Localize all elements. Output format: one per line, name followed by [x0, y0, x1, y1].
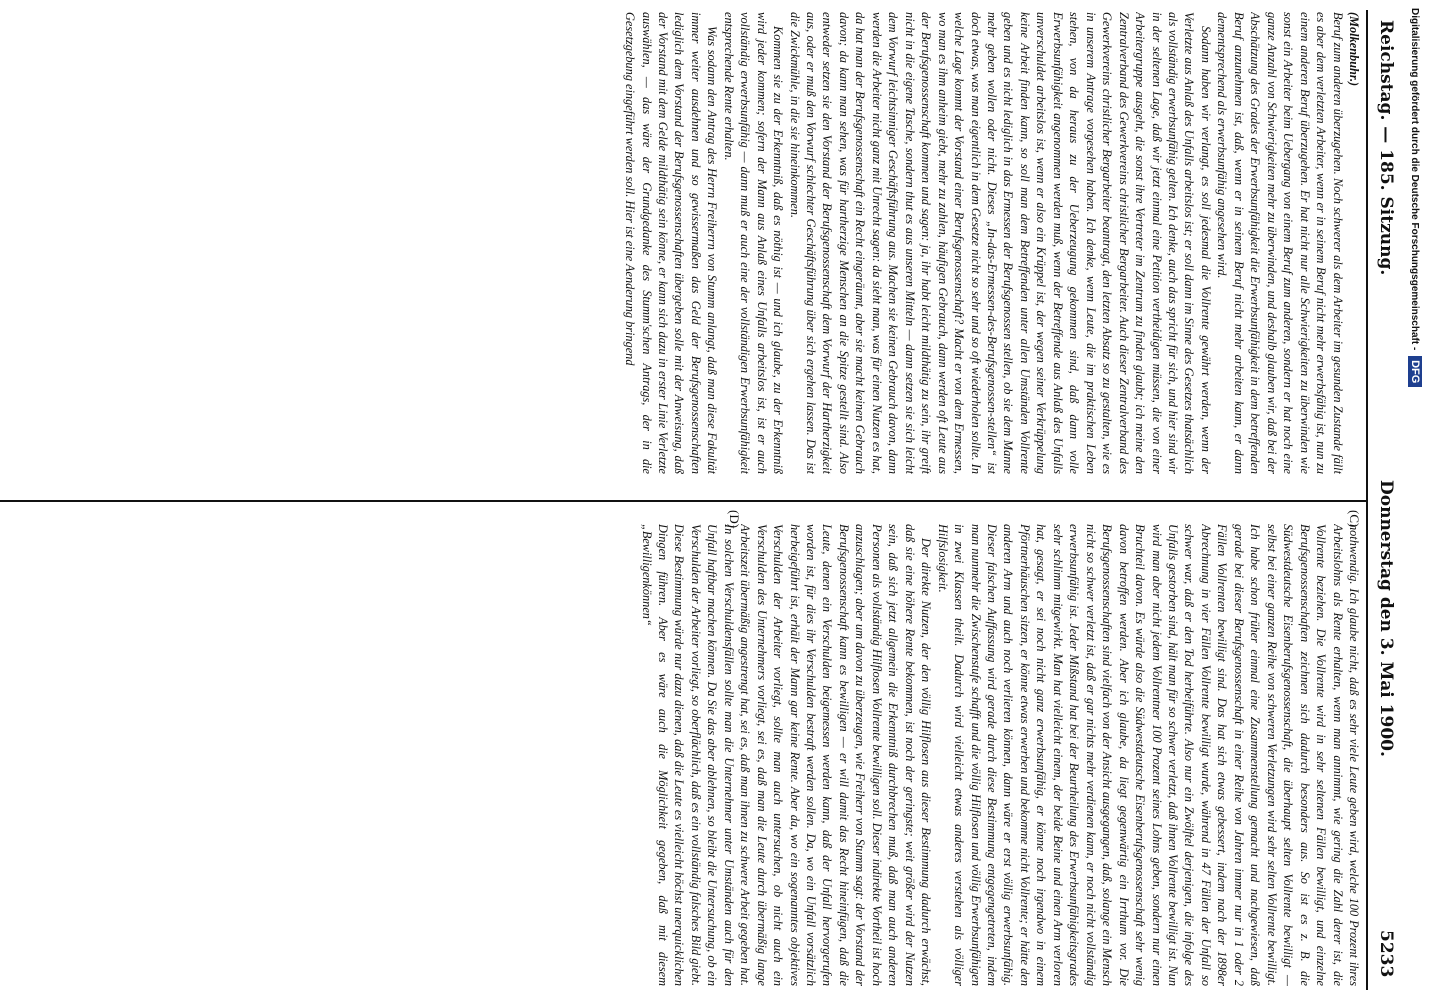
dfg-logo: DFG [1408, 356, 1422, 387]
header-center: Donnerstag den 3. Mai 1900. [1376, 480, 1396, 757]
header-left: Reichstag. — 185. Sitzung. [1376, 20, 1396, 276]
page-number: 5233 [1376, 930, 1396, 978]
right-paragraph: Der direkte Nutzen, der den völlig Hilflosen aus dieser Bestimmung dadurch erwächst, daß sie eine höhere Rente bekommen, ist noch der geringste; weit größer wird der Nutzen sein, daß sich jetzt allgemein die Erkenntniß durchbrechen muß, daß man auch anderen Personen als vollständig Hilflosen Vollrente bewilligen soll. Dieser indirekte Vortheil ist hoch anzuschlagen; aber um davon zu überzeugen, wie Freiherr von Stumm sagt: der Vorstand der Berufsgenossenschaft kann es bewilligen — er will damit das Recht hineinfügen, daß die Leute, denen ein Verschulden beigemessen werden kann, daß der Unfall hervorgerufen worden ist, für dies ihr Verschulden bestraft werden sollen. Da, wo ein Unfall vorsätzlich herbeigeführt ist, erhält der Mann gar keine Rente. Aber da, wo ein sogenanntes objektives Verschulden der Arbeiter vorliegt, sollte man auch untersuchen, ob nicht auch ein Verschulden des Unternehmers vorliegt, sei es, daß man die Leute durch übermäßig lange Arbeitszeit übermäßig angestrengt hat, sei es, daß man ihnen zu schwere Arbeit gegeben hat. In solchen Verschuldensfällen sollte man die Unternehmer unter Umständen auch für den Unfall haftbar machen können. Da Sie das aber ablehnen, so bleibt die Untersuchung, ob ein Verschulden der Arbeiter vorliegt, so oberflächlich, daß es ein vollständig falsches Bild giebt. Diese Bestimmung würde nur dazu dienen, daß die Leute es vielleicht höchst unerquicklichen Dingen führen. Aber es wäre auch die Möglichkeit gegeben, daß mit diesem „Bewilligenkönnen“ [639, 524, 934, 986]
left-paragraph: Beruf zum anderen überzugehen. Noch schwerer als dem Arbeiter im gesunden Zustande fällt es aber dem verletzten Arbeiter, wenn er in seinem Beruf nicht mehr erwerbsfähig ist, nun zu einem anderen Beruf überzugehen. Er hat nicht nur alle Schwierigkeiten zu überwinden wie sonst ein Arbeiter beim Uebergang von einem Beruf zum anderen, sondern er hat noch eine ganze Anzahl von Schwierigkeiten mehr zu überwinden, und deshalb glauben wir, daß bei der Abschätzung des Grades der Erwerbsunfähigkeit die Erwerbsunfähigkeit in dem betreffenden Beruf anzunehmen ist, daß, wenn er in seinem Beruf nicht mehr arbeiten kann, er dann dementsprechend als erwerbsunfähig angesehen wird. [1215, 12, 1345, 474]
left-paragraph: Kommen sie zu der Erkenntniß, daß es nöthig ist — und ich glaube, zu der Erkenntniß wird jeder kommen; sofern der Mann aus Anlaß eines Unfalls arbeitslos ist, ist er auch vollständig erwerbsunfähig — dann muß er auch eine der vollständigen Erwerbsunfähigkeit entsprechende Rente erhalten. [721, 12, 786, 474]
left-column [332, 12, 1362, 474]
page-header [1366, 10, 1402, 990]
margin-marker-c: (C) [1347, 510, 1362, 528]
left-paragraph: Sodann haben wir verlangt, es soll jedesmal die Vollrente gewährt werden, wenn der Verletzte aus Anlaß des Unfalls arbeitslos ist; er soll dann im Sinne des Gesetzes thatsächlich als vollständig erwerbsunfähig gelten. Ich denke, auch das spricht für sich, und hier sind wir in der seltenen Lage, daß wir jetzt einmal eine Petition vertheidigen müssen, die von einer Arbeitergruppe ausgeht, die sonst ihre Vertreter im Zentrum zu finden glaubt; ich meine den Zentralverband des Gewerkvereins christlicher Bergarbeiter. Auch dieser Zentralverband des Gewerkvereins christlicher Bergarbeiter beantragt, den letzten Absatz so zu gestalten, wie es in unserem Antrage vorgesehen haben. Ich denke, wenn Leute, die im praktischen Leben stehen, von da heraus zu der Ueberzeugung gekommen sind, daß dann volle Erwerbsunfähigkeit angenommen werden muß, wenn der Betreffende aus Anlaß des Unfalls unverschuldet arbeitslos ist, wenn er also ein Krüppel ist, der wegen seiner Verkrüppelung keine Arbeit finden kann, so soll man dem Betreffenden unter allen Umständen Vollrente geben und es nicht lediglich in das Ermessen der Berufsgenossen stellen, ob sie dem Manne mehr geben wollen oder nicht. Dieses „In-das-Ermessen-des-Berufsgenossen-stellen“ ist doch etwas, was man eigentlich in dem Gesetze nicht so sehr und so oft wiederholen sollte. In welche Lage kommt der Vorstand einer Berufsgenossenschaft? Macht er von dem Ermessen, wo man es ihm anheim giebt, mehr zu zahlen, häufigen Gebrauch, dann werden oft Leute aus der Berufsgenossenschaft kommen und sagen: ja, ihr habt leicht mildthätig zu sein, ihr greift nicht in die eigene Tasche, sondern thut es aus unseren Mitteln — dann setzen sie sich leicht dem Vorwurf leichtsinniger Geschäftsführung aus. Machen sie keinen Gebrauch davon, dann werden die Arbeiter nicht ganz mit Unrecht sagen: da sieht man, was für einen Nutzen es hat, da hat man der Berufsgenossenschaft ein Recht eingeräumt, aber sie macht keinen Gebrauch davon; da kann man sehen, was für hartherzige Menschen an die Spitze gestellt sind. Also entweder setzen sie den Vorstand der Berufsgenossenschaft dem Vorwurf der Hartherzigkeit aus, oder er muß den Vorwurf schlechter Geschäftsführung über sich ergehen lassen. Das ist die Zwickmühle, in die sie hineinkommen. [787, 12, 1213, 474]
footer-strip [1406, 8, 1426, 608]
column-divider [0, 500, 1366, 502]
right-paragraph: nothwendig. Ich glaube nicht, daß es sehr viele Leute geben wird, welche 100 Prozent ihres Arbeitslohns als Rente erhalten, wenn man annimmt, wie gering die Zahl derer ist, die Vollrente beziehen. Die Vollrente wird in sehr seltenen Fällen bewilligt, und einzelne Berufsgenossenschaften zeichnen sich dadurch besonders aus. So ist es z. B. die Südwestdeutsche Eisenberufsgenossenschaft, die überhaupt selten Vollrente bewilligt — selbst bei einer ganzen Reihe von schweren Verletzungen wird sehr selten Vollrente bewilligt. Ich habe schon früher einmal eine Zusammenstellung gemacht und nachgewiesen, daß gerade bei dieser Berufsgenossenschaft in einer Reihe von Jahren immer nur in 1 oder 2 Fällen Vollrenten bewilligt sind. Das hat sich etwas gebessert, indem nach der 1898er Abrechnung in vier Fällen Vollrente bewilligt wurde, während in 47 Fällen der Unfall so schwer war, daß er den Tod herbeiführte. Also nur ein Zwölftel derjenigen, die infolge des Unfalls gestorben sind, hält man für so schwer verletzt, daß ihnen Vollrente bewilligt ist. Nun wird man aber nicht jedem Vollrentner 100 Prozent seines Lohns geben, sondern nur einen Bruchteil davon. Es würde also die Südwestdeutsche Eisenberufsgenossenschaft sehr wenig davon betroffen werden. Aber ich glaube, da liegt gegenwärtig ein Irrthum vor. Die Berufsgenossenschaften sind vielfach von der Ansicht ausgegangen, daß, solange ein Mensch nicht so schwer verletzt ist, daß er gar nichts mehr verdienen kann, er noch nicht vollständig erwerbsunfähig ist. Jeder Mißstand hat bei der Beurtheilung des Erwerbsunfähigkeitsgrades sehr schlimm mitgewirkt. Man hat vielleicht einem, der beide Beine und einen Arm verloren hat, gesagt, er sei noch nicht ganz erwerbsunfähig, er könne noch irgendwo in einem Pförtnerhäuschen sitzen, er könne etwas erwerben und bekomme nicht Vollrente; er hätte den anderen Arm und auch noch verlieren können, dann wäre er erst völlig erwerbsunfähig. Dieser falschen Auffassung wird gerade durch diese Bestimmung entgegengetreten, indem man nunmehr die Zwischenstufe schafft und die völlig Hilflosen und völlig Erwerbsunfähigen in zwei Klassen theilt. Dadurch wird vielleicht etwas anderes verstehen als völliger Hilfslosigkeit. [935, 524, 1361, 986]
margin-marker-d: (D) [727, 510, 742, 529]
left-paragraph: Was sodann den Antrag des Herrn Freiherrn von Stumm anlangt, daß man diese Fakultät immer weiter ausdehnen und so gewissermaßen das Geld der Berufsgenossenschaften lediglich dem Vorstand der Berufsgenossenschaften übergeben solle mit der Anweisung, daß der Vorstand mit dem Gelde mildthätig sein könne, er kann sich dazu in erster Linie Verletzte auswählen, — das wäre der Grundgedanke des Stumm'schen Antrags, der in die Gesetzgebung eingeführt werden soll. Hier ist eine Aenderung bringend [623, 12, 720, 474]
footer-text: Digitalisierung gefördert durch die Deutsche Forschungsgemeinschaft - [1409, 8, 1420, 351]
rotated-page [7, 10, 1402, 990]
right-column [412, 524, 1362, 986]
running-head: (Molkenbuhr.) [1347, 12, 1361, 87]
